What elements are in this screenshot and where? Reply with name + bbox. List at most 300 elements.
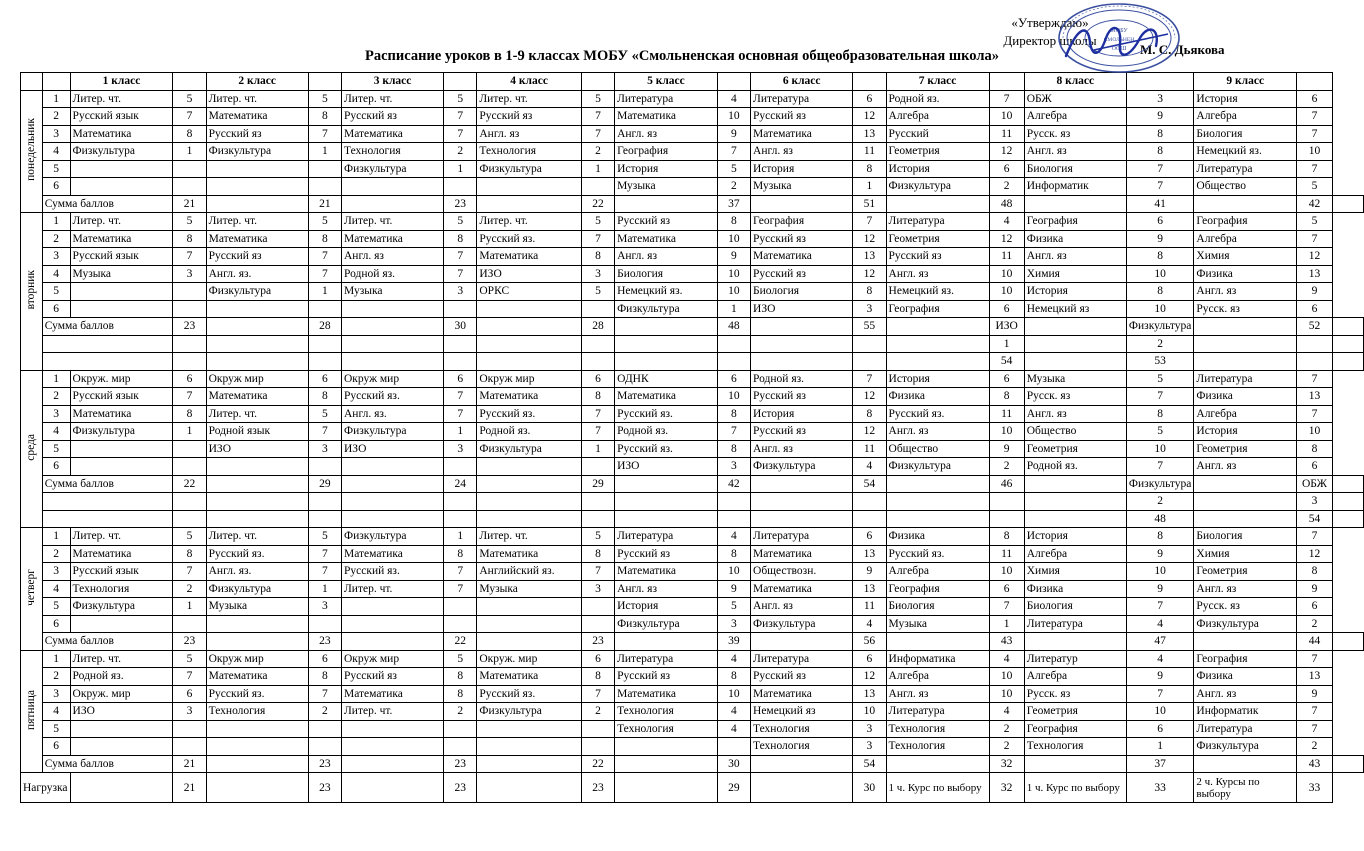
score-cell: 11 (989, 248, 1024, 266)
subject-cell: Математика (342, 230, 444, 248)
lesson-number: 6 (42, 178, 70, 196)
score-cell: 8 (853, 160, 886, 178)
score-cell: 10 (1297, 423, 1333, 441)
sum-spacer (1332, 195, 1363, 213)
subject-cell: Литер. чт. (342, 580, 444, 598)
class-header-3: 3 класс (342, 73, 444, 91)
load-row (21, 773, 1364, 803)
score-cell: 10 (989, 668, 1024, 686)
subject-cell: Немецкий яз. (1194, 143, 1297, 161)
subject-cell: Русский яз (615, 668, 718, 686)
subject-cell: Музыка (206, 598, 308, 616)
subject-cell: Математика (70, 125, 173, 143)
subject-cell: Родной яз. (615, 423, 718, 441)
score-cell: 10 (989, 265, 1024, 283)
subject-cell: Литер. чт. (70, 213, 173, 231)
score-cell: 8 (173, 230, 206, 248)
score-cell (581, 300, 614, 318)
score-cell: 3 (308, 440, 341, 458)
subject-cell: Физика (1024, 580, 1126, 598)
sum-spacer (206, 318, 308, 336)
score-cell: 1 (989, 615, 1024, 633)
subject-cell: Физкультура (206, 283, 308, 301)
sum-spacer (342, 475, 444, 493)
score-cell: 2 (581, 143, 614, 161)
subject-cell: Литература (886, 703, 989, 721)
subject-cell: Математика (206, 668, 308, 686)
score-cell: 13 (1297, 668, 1333, 686)
subject-cell: Биология (1194, 528, 1297, 546)
lesson-number: 6 (42, 738, 70, 756)
subject-cell: ИЗО (206, 440, 308, 458)
score-cell: 10 (717, 283, 750, 301)
subject-cell: Англ. яз (751, 143, 853, 161)
sum-extra-spacer (1332, 493, 1363, 511)
sum-label: Сумма баллов (42, 755, 173, 773)
subject-cell: Русский яз. (342, 563, 444, 581)
sum-value: 51 (853, 195, 886, 213)
subject-cell (342, 598, 444, 616)
subject-cell: Русский яз (751, 230, 853, 248)
subject-cell: Физкультура (615, 300, 718, 318)
score-cell: 8 (989, 528, 1024, 546)
score-cell (173, 720, 206, 738)
table-row (21, 615, 1364, 633)
score-cell: 7 (581, 125, 614, 143)
score-cell (444, 615, 477, 633)
subject-cell: Обществозн. (751, 563, 853, 581)
class-header-5: 5 класс (615, 73, 718, 91)
sum-value: 44 (1297, 633, 1333, 651)
score-cell: 7 (444, 580, 477, 598)
subject-cell: Англ. яз (1194, 458, 1297, 476)
sum-extra-spacer (1332, 353, 1363, 371)
subject-cell: Литер. чт. (206, 405, 308, 423)
subject-cell: Математика (477, 388, 582, 406)
subject-cell: Окруж мир (206, 650, 308, 668)
score-cell: 5 (173, 90, 206, 108)
score-cell (308, 300, 341, 318)
load-note (206, 773, 308, 803)
subject-cell: Технология (886, 738, 989, 756)
subject-cell (70, 160, 173, 178)
sum-extra-value (853, 353, 886, 371)
day-label-среда (21, 370, 43, 528)
sum-extra-row (21, 510, 1364, 528)
table-row (21, 738, 1364, 756)
sum-extra-spacer (1194, 510, 1297, 528)
subject-cell: Общество (886, 440, 989, 458)
subject-cell: Литер. чт. (477, 90, 582, 108)
sum-extra-value (717, 335, 750, 353)
score-cell: 1 (717, 300, 750, 318)
score-cell: 8 (173, 545, 206, 563)
score-cell: 10 (989, 685, 1024, 703)
subject-cell: Математика (477, 248, 582, 266)
score-cell: 7 (1126, 388, 1193, 406)
score-cell: 5 (717, 598, 750, 616)
score-cell (581, 458, 614, 476)
score-cell: 5 (308, 213, 341, 231)
sum-value: 42 (717, 475, 750, 493)
score-cell: 7 (173, 668, 206, 686)
score-cell: 4 (717, 90, 750, 108)
sum-value: 21 (173, 755, 206, 773)
subject-cell: Англ. яз (615, 125, 718, 143)
subject-cell: Математика (615, 230, 718, 248)
score-cell (444, 178, 477, 196)
score-cell (173, 160, 206, 178)
score-cell (308, 178, 341, 196)
subject-cell (70, 178, 173, 196)
sum-extra-value (581, 493, 614, 511)
score-cell: 7 (1297, 405, 1333, 423)
sum-spacer (1024, 633, 1126, 651)
score-cell: 7 (1126, 178, 1193, 196)
score-cell: 13 (853, 580, 886, 598)
score-cell: 9 (1126, 230, 1193, 248)
sum-value: 23 (444, 755, 477, 773)
score-cell: 13 (1297, 388, 1333, 406)
svg-text:СМОЛЬНЕН: СМОЛЬНЕН (1103, 37, 1135, 43)
score-cell: 9 (853, 563, 886, 581)
sum-spacer (1024, 475, 1126, 493)
score-cell: 7 (1297, 160, 1333, 178)
lesson-number: 5 (42, 598, 70, 616)
subject-cell: Окруж. мир (70, 685, 173, 703)
subject-cell: Биология (751, 283, 853, 301)
sum-spacer (615, 475, 718, 493)
score-cell: 7 (308, 265, 341, 283)
table-row (21, 545, 1364, 563)
load-note (615, 773, 718, 803)
score-cell: 13 (853, 685, 886, 703)
score-cell (444, 458, 477, 476)
score-cell (308, 160, 341, 178)
subject-cell: Математика (206, 230, 308, 248)
score-cell: 5 (308, 405, 341, 423)
subject-cell: Окруж. мир (477, 650, 582, 668)
subject-cell (477, 598, 582, 616)
score-cell (581, 615, 614, 633)
subject-cell: Геометрия (886, 230, 989, 248)
score-cell: 7 (444, 388, 477, 406)
score-cell: 8 (581, 248, 614, 266)
sum-value: 43 (1297, 755, 1333, 773)
sum-spacer (886, 633, 989, 651)
sum-spacer (206, 755, 308, 773)
sum-value: Физкультура (1126, 318, 1193, 336)
subject-cell: Биология (886, 598, 989, 616)
lesson-number: 1 (42, 528, 70, 546)
subject-cell: Физкультура (342, 528, 444, 546)
load-note: 1 ч. Курс по выбору (886, 773, 989, 803)
score-cell: 4 (1126, 650, 1193, 668)
score-cell: 11 (853, 440, 886, 458)
score-cell: 6 (308, 650, 341, 668)
sum-spacer (615, 195, 718, 213)
sum-value: 48 (989, 195, 1024, 213)
lesson-number: 4 (42, 143, 70, 161)
sum-value: 29 (308, 475, 341, 493)
subject-cell: Геометрия (1194, 440, 1297, 458)
score-cell: 12 (989, 143, 1024, 161)
score-cell: 13 (1297, 265, 1333, 283)
sum-row (21, 195, 1364, 213)
sum-value: 39 (717, 633, 750, 651)
subject-cell: Биология (615, 265, 718, 283)
sum-extra-value: 53 (1126, 353, 1193, 371)
sum-value: 54 (853, 755, 886, 773)
subject-cell: Математика (751, 580, 853, 598)
subject-cell: Геометрия (1024, 703, 1126, 721)
subject-cell: История (615, 160, 718, 178)
score-cell: 4 (989, 650, 1024, 668)
sum-extra-spacer (1332, 510, 1363, 528)
subject-cell: Англ. яз (342, 248, 444, 266)
score-cell: 1 (173, 423, 206, 441)
subject-cell: Русский яз. (886, 545, 989, 563)
sum-extra-value (308, 353, 341, 371)
score-cell: 3 (173, 265, 206, 283)
sum-extra-value (308, 510, 341, 528)
lesson-number: 2 (42, 545, 70, 563)
load-value: 30 (853, 773, 886, 803)
subject-cell: Немецкий яз (1024, 300, 1126, 318)
subject-cell: Русский яз (342, 668, 444, 686)
sum-spacer (477, 318, 582, 336)
score-cell: 8 (1126, 528, 1193, 546)
sum-value: 24 (444, 475, 477, 493)
subject-cell: Технология (206, 703, 308, 721)
score-cell: 7 (581, 685, 614, 703)
subject-cell: Технология (751, 720, 853, 738)
subject-cell: Русский яз. (886, 405, 989, 423)
table-row (21, 108, 1364, 126)
lesson-number: 3 (42, 248, 70, 266)
score-cell (173, 458, 206, 476)
sum-value: 22 (173, 475, 206, 493)
subject-cell: Геометрия (886, 143, 989, 161)
score-cell: 2 (989, 458, 1024, 476)
subject-cell: Физкультура (70, 598, 173, 616)
score-cell: 6 (581, 650, 614, 668)
score-cell: 8 (1297, 563, 1333, 581)
load-value: 33 (1126, 773, 1193, 803)
subject-cell: Химия (1024, 563, 1126, 581)
day-label-text: пятница (24, 689, 37, 730)
score-cell: 7 (173, 388, 206, 406)
score-cell: 12 (853, 230, 886, 248)
score-cell: 13 (853, 248, 886, 266)
lesson-number: 2 (42, 388, 70, 406)
score-cell: 1 (444, 528, 477, 546)
score-cell: 3 (444, 283, 477, 301)
subject-cell: Русский яз (342, 108, 444, 126)
subject-cell: Окруж мир (342, 650, 444, 668)
score-cell: 4 (717, 703, 750, 721)
lesson-number: 6 (42, 458, 70, 476)
score-cell: 8 (853, 283, 886, 301)
score-cell (717, 738, 750, 756)
score-cell: 13 (853, 125, 886, 143)
score-cell: 3 (717, 458, 750, 476)
table-row (21, 598, 1364, 616)
lesson-number: 4 (42, 265, 70, 283)
class-header-score-7 (989, 73, 1024, 91)
score-cell: 7 (308, 545, 341, 563)
lesson-number: 5 (42, 283, 70, 301)
sum-extra-value (853, 335, 886, 353)
subject-cell: Родной яз. (886, 90, 989, 108)
subject-cell: Русский яз. (477, 405, 582, 423)
class-header-score-6 (853, 73, 886, 91)
subject-cell: Русский яз. (342, 388, 444, 406)
score-cell: 2 (173, 580, 206, 598)
score-cell (581, 598, 614, 616)
sum-spacer (1194, 195, 1297, 213)
score-cell: 6 (717, 370, 750, 388)
score-cell: 1 (853, 178, 886, 196)
subject-cell: Окруж мир (477, 370, 582, 388)
score-cell: 7 (1126, 685, 1193, 703)
class-header-score-8 (1126, 73, 1193, 91)
subject-cell (70, 615, 173, 633)
sum-extra-label (42, 510, 173, 528)
subject-cell: Геометрия (1024, 440, 1126, 458)
score-cell: 10 (989, 563, 1024, 581)
score-cell: 5 (1126, 423, 1193, 441)
sum-extra-label (42, 353, 173, 371)
subject-cell: История (1024, 528, 1126, 546)
sum-value: 46 (989, 475, 1024, 493)
sum-extra-spacer (886, 510, 989, 528)
sum-extra-value: 2 (1126, 493, 1193, 511)
page-title: Расписание уроков в 1-9 классах МОБУ «Смольненская основная общеобразовательная школа» (365, 48, 999, 64)
lesson-number: 3 (42, 685, 70, 703)
class-header-8: 8 класс (1024, 73, 1126, 91)
score-cell: 6 (1126, 213, 1193, 231)
subject-cell: География (1194, 650, 1297, 668)
score-cell: 5 (173, 528, 206, 546)
subject-cell: География (1024, 720, 1126, 738)
score-cell: 8 (308, 230, 341, 248)
subject-cell (70, 440, 173, 458)
sum-extra-row (21, 353, 1364, 371)
subject-cell: Физика (1194, 388, 1297, 406)
subject-cell: Технология (1024, 738, 1126, 756)
lesson-number: 3 (42, 405, 70, 423)
sum-extra-value: 54 (989, 353, 1024, 371)
subject-cell: Русский язык (70, 248, 173, 266)
score-cell: 7 (581, 423, 614, 441)
subject-cell: Англ. яз (1024, 405, 1126, 423)
score-cell (444, 720, 477, 738)
lesson-number: 2 (42, 230, 70, 248)
score-cell: 1 (444, 423, 477, 441)
document-header (0, 0, 1364, 70)
score-cell: 3 (1126, 90, 1193, 108)
sum-extra-label (42, 335, 173, 353)
sum-extra-value: 54 (1297, 510, 1333, 528)
subject-cell: Англ. яз (1024, 248, 1126, 266)
score-cell: 7 (1297, 720, 1333, 738)
sum-spacer (342, 195, 444, 213)
score-cell (308, 615, 341, 633)
subject-cell: Немецкий яз (751, 703, 853, 721)
subject-cell: Физкультура (477, 160, 582, 178)
sum-extra-spacer (751, 493, 853, 511)
subject-cell: Окруж мир (206, 370, 308, 388)
subject-cell: Русский яз (206, 248, 308, 266)
score-cell: 8 (717, 668, 750, 686)
subject-cell (206, 178, 308, 196)
score-cell: 9 (717, 580, 750, 598)
subject-cell: Физкультура (1194, 615, 1297, 633)
subject-cell: Англ. яз (615, 248, 718, 266)
sum-spacer (477, 195, 582, 213)
subject-cell: Физкультура (342, 423, 444, 441)
score-cell: 8 (173, 125, 206, 143)
sum-extra-value: 1 (989, 335, 1024, 353)
class-header-7: 7 класс (886, 73, 989, 91)
load-note (477, 773, 582, 803)
sum-spacer (1024, 318, 1126, 336)
score-cell: 7 (1297, 370, 1333, 388)
subject-cell: ОДНК (615, 370, 718, 388)
sum-spacer (1332, 318, 1363, 336)
score-cell: 2 (989, 178, 1024, 196)
score-cell: 11 (989, 405, 1024, 423)
sum-spacer (886, 195, 989, 213)
sum-label: Сумма баллов (42, 475, 173, 493)
subject-cell: Алгебра (1024, 108, 1126, 126)
subject-cell (206, 458, 308, 476)
score-cell: 3 (853, 738, 886, 756)
subject-cell: Родной язык (206, 423, 308, 441)
sum-extra-value (444, 335, 477, 353)
score-cell: 9 (717, 125, 750, 143)
class-header-score-9 (1297, 73, 1333, 91)
table-row (21, 440, 1364, 458)
subject-cell: Литература (615, 90, 718, 108)
subject-cell: Англ. яз. (206, 563, 308, 581)
subject-cell: Литература (751, 528, 853, 546)
score-cell: 7 (444, 248, 477, 266)
subject-cell: Русский язык (70, 388, 173, 406)
score-cell: 7 (444, 563, 477, 581)
sum-extra-value (717, 493, 750, 511)
sum-extra-spacer (342, 353, 444, 371)
score-cell: 8 (1126, 283, 1193, 301)
subject-cell: История (886, 370, 989, 388)
score-cell (581, 720, 614, 738)
subject-cell: Английский яз. (477, 563, 582, 581)
score-cell: 3 (581, 580, 614, 598)
subject-cell (615, 738, 718, 756)
sum-extra-value (444, 353, 477, 371)
score-cell: 10 (717, 388, 750, 406)
score-cell: 6 (308, 370, 341, 388)
score-cell: 2 (1297, 738, 1333, 756)
subject-cell: Физкультура (206, 143, 308, 161)
sum-extra-spacer (615, 335, 718, 353)
subject-cell (477, 738, 582, 756)
score-cell: 10 (717, 685, 750, 703)
score-cell: 5 (444, 90, 477, 108)
score-cell: 10 (1126, 300, 1193, 318)
subject-cell: Информатик (1024, 178, 1126, 196)
